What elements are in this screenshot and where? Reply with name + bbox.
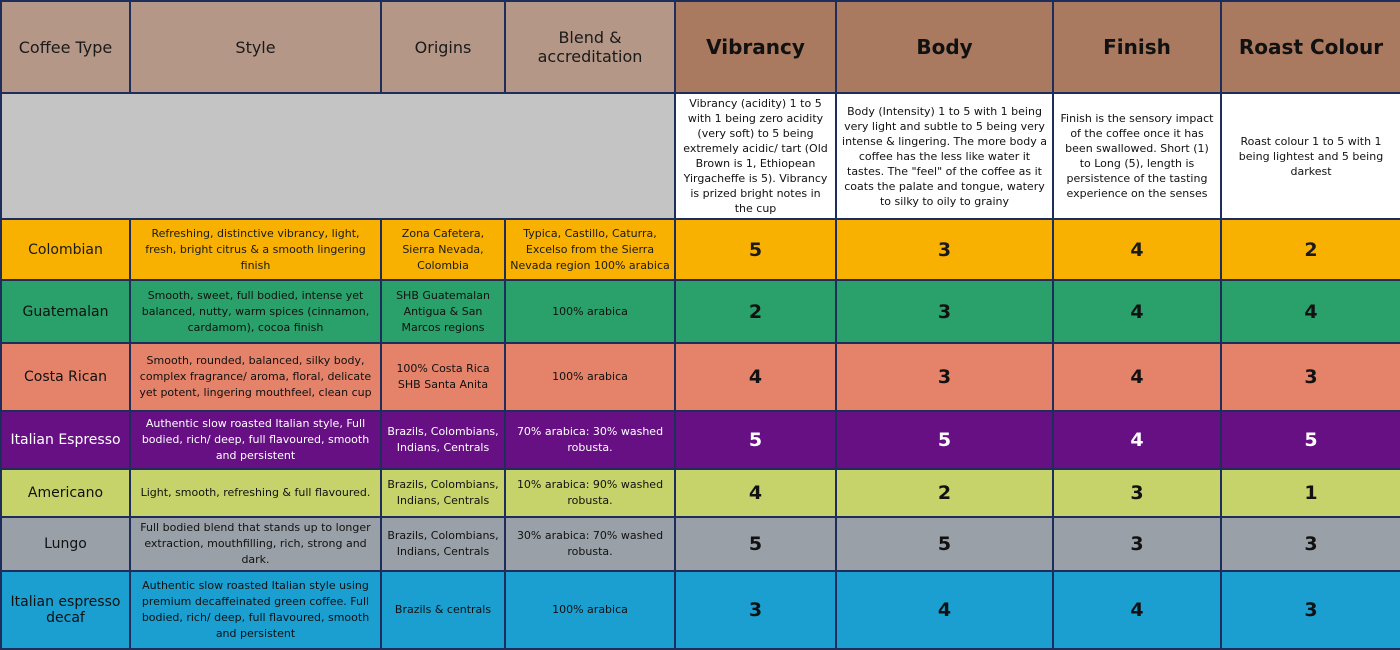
roast-score: 3 — [1221, 343, 1400, 411]
origins-cell: SHB Guatemalan Antigua & San Marcos regions — [381, 280, 505, 343]
finish-score: 4 — [1053, 411, 1221, 469]
table-row — [1, 469, 1400, 517]
roast-score: 3 — [1221, 571, 1400, 649]
header-blend: Blend & accreditation — [505, 1, 675, 93]
blend-cell: 100% arabica — [505, 571, 675, 649]
table-row — [1, 411, 1400, 469]
header-finish: Finish — [1053, 1, 1221, 93]
vibrancy-score: 4 — [675, 343, 836, 411]
header-coffee-type: Coffee Type — [1, 1, 130, 93]
origins-cell: Brazils, Colombians, Indians, Centrals — [381, 469, 505, 517]
body-score: 3 — [836, 280, 1053, 343]
origins-cell: Brazils & centrals — [381, 571, 505, 649]
header-roast-colour: Roast Colour — [1221, 1, 1400, 93]
coffee-type-cell: Italian espresso decaf — [1, 571, 130, 649]
body-score: 3 — [836, 343, 1053, 411]
style-cell: Light, smooth, refreshing & full flavoured. — [130, 469, 381, 517]
body-score: 5 — [836, 517, 1053, 571]
style-cell: Authentic slow roasted Italian style, Full bodied, rich/ deep, full flavoured, smooth and persistent — [130, 411, 381, 469]
blend-cell: 30% arabica: 70% washed robusta. — [505, 517, 675, 571]
header-origins: Origins — [381, 1, 505, 93]
style-cell: Smooth, sweet, full bodied, intense yet balanced, nutty, warm spices (cinnamon, cardamom), cocoa finish — [130, 280, 381, 343]
table-row — [1, 571, 1400, 649]
table-row — [1, 517, 1400, 571]
blend-cell: 100% arabica — [505, 343, 675, 411]
header-vibrancy: Vibrancy — [675, 1, 836, 93]
vibrancy-score: 2 — [675, 280, 836, 343]
blend-cell: 70% arabica: 30% washed robusta. — [505, 411, 675, 469]
vibrancy-score: 5 — [675, 411, 836, 469]
finish-score: 3 — [1053, 469, 1221, 517]
origins-cell: Zona Cafetera, Sierra Nevada, Colombia — [381, 219, 505, 280]
roast-score: 5 — [1221, 411, 1400, 469]
roast-score: 1 — [1221, 469, 1400, 517]
coffee-type-cell: Italian Espresso — [1, 411, 130, 469]
body-score: 2 — [836, 469, 1053, 517]
vibrancy-score: 4 — [675, 469, 836, 517]
body-score: 4 — [836, 571, 1053, 649]
body-description: Body (Intensity) 1 to 5 with 1 being very light and subtle to 5 being very intense & lingering. The more body a coffee has the less like water it tastes. The "feel" of the coffee as it coats the palate and tongue, watery to silky to oily to grainy — [836, 93, 1053, 219]
coffee-type-cell: Lungo — [1, 517, 130, 571]
coffee-type-cell: Guatemalan — [1, 280, 130, 343]
origins-cell: Brazils, Colombians, Indians, Centrals — [381, 411, 505, 469]
header-style: Style — [130, 1, 381, 93]
body-score: 3 — [836, 219, 1053, 280]
finish-score: 4 — [1053, 571, 1221, 649]
origins-cell: 100% Costa Rica SHB Santa Anita — [381, 343, 505, 411]
vibrancy-score: 5 — [675, 517, 836, 571]
blend-cell: 10% arabica: 90% washed robusta. — [505, 469, 675, 517]
vibrancy-description: Vibrancy (acidity) 1 to 5 with 1 being zero acidity (very soft) to 5 being extremely acidic/ tart (Old Brown is 1, Ethiopean Yirgacheffe is 5). Vibrancy is prized bright notes in the cup — [675, 93, 836, 219]
coffee-type-cell: Americano — [1, 469, 130, 517]
finish-score: 4 — [1053, 280, 1221, 343]
roast-score: 3 — [1221, 517, 1400, 571]
style-cell: Authentic slow roasted Italian style using premium decaffeinated green coffee. Full bodied, rich/ deep, full flavoured, smooth and persistent — [130, 571, 381, 649]
style-cell: Smooth, rounded, balanced, silky body, complex fragrance/ aroma, floral, delicate yet potent, lingering mouthfeel, clean cup — [130, 343, 381, 411]
table-row — [1, 280, 1400, 343]
style-cell: Full bodied blend that stands up to longer extraction, mouthfilling, rich, strong and dark. — [130, 517, 381, 571]
blend-cell: Typica, Castillo, Caturra, Excelso from the Sierra Nevada region 100% arabica — [505, 219, 675, 280]
finish-score: 4 — [1053, 219, 1221, 280]
roast-score: 4 — [1221, 280, 1400, 343]
header-body: Body — [836, 1, 1053, 93]
roast-description: Roast colour 1 to 5 with 1 being lightest and 5 being darkest — [1221, 93, 1400, 219]
coffee-type-cell: Colombian — [1, 219, 130, 280]
vibrancy-score: 5 — [675, 219, 836, 280]
table-row — [1, 343, 1400, 411]
origins-cell: Brazils, Colombians, Indians, Centrals — [381, 517, 505, 571]
finish-score: 3 — [1053, 517, 1221, 571]
header-row — [1, 1, 1400, 93]
style-cell: Refreshing, distinctive vibrancy, light, fresh, bright citrus & a smooth lingering finish — [130, 219, 381, 280]
coffee-type-cell: Costa Rican — [1, 343, 130, 411]
finish-description: Finish is the sensory impact of the coffee once it has been swallowed. Short (1) to Long (5), length is persistence of the tasting experience on the senses — [1053, 93, 1221, 219]
blend-cell: 100% arabica — [505, 280, 675, 343]
vibrancy-score: 3 — [675, 571, 836, 649]
table-row — [1, 219, 1400, 280]
roast-score: 2 — [1221, 219, 1400, 280]
body-score: 5 — [836, 411, 1053, 469]
description-row — [1, 93, 1400, 219]
finish-score: 4 — [1053, 343, 1221, 411]
blank-gray-block — [1, 93, 675, 219]
